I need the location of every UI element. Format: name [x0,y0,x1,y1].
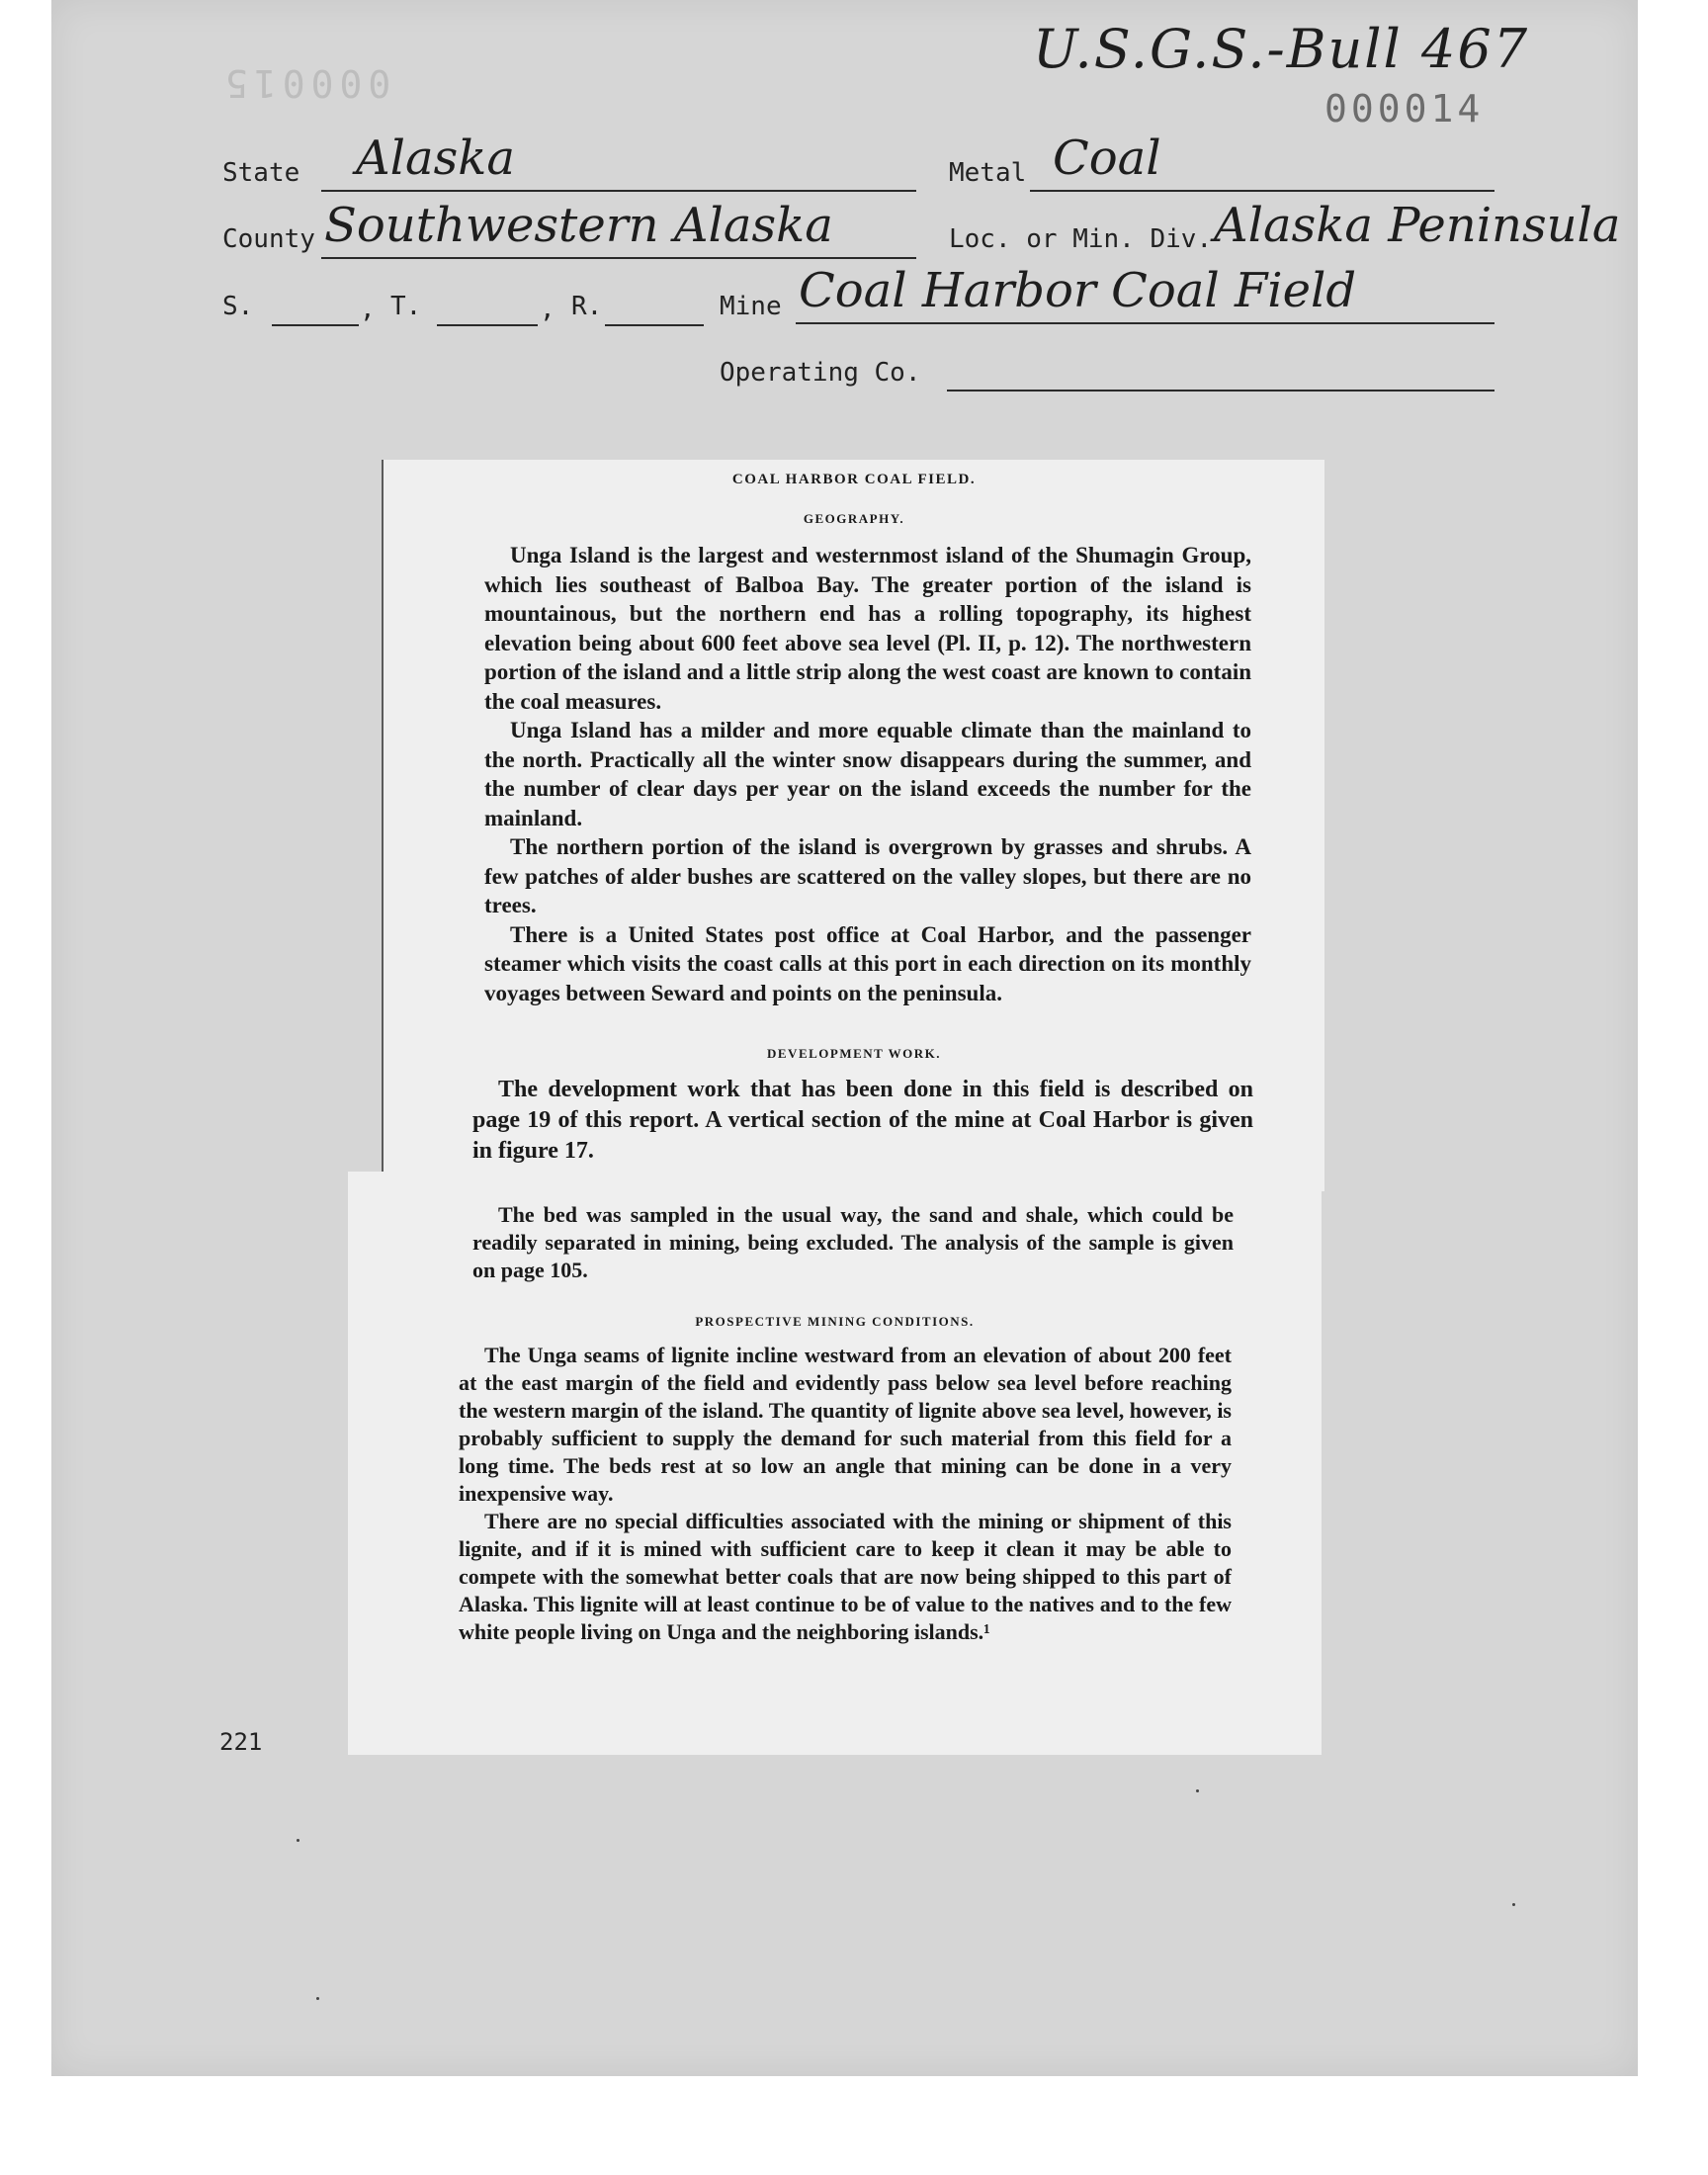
scan-speck [1512,1903,1515,1906]
state-value: Alaska [356,130,515,186]
metal-value: Coal [1053,130,1161,186]
clipping-title: COAL HARBOR COAL FIELD. [731,472,977,487]
prospective-heading: PROSPECTIVE MINING CONDITIONS. [695,1314,975,1329]
metal-label: Metal [949,158,1027,188]
mine-value: Coal Harbor Coal Field [799,263,1357,318]
development-text [472,1075,1253,1167]
county-label: County [222,224,315,254]
geography-paragraph-3: The northern portion of the island is overgrown by grasses and shrubs. A few patches of alder bushes are scattered on the valley slopes, but there are no trees. [484,834,1251,917]
scan-speck [316,1997,319,2000]
section-line [272,324,359,326]
township-line [437,324,538,326]
loc-value: Alaska Peninsula [1214,198,1621,253]
mine-line [796,322,1494,324]
section-label: S. [222,292,254,321]
loc-label: Loc. or Min. Div. [949,224,1213,254]
page-number: 221 [219,1728,263,1756]
sample-paragraph: The bed was sampled in the usual way, the sand and shale, which could be readily separated in mining, being excluded. The analysis of the sample is given on page 105. [472,1202,1234,1282]
stamp-number: 000014 [1324,87,1485,130]
geography-heading: GEOGRAPHY. [803,511,905,526]
state-line [321,190,916,192]
geography-paragraph-4: There is a United States post office at Coal Harbor, and the passenger steamer which visits the coast calls at this port in each direction on its monthly voyages between Seward and points on the peninsula. [484,921,1251,1005]
county-line [321,257,916,259]
range-line [605,324,704,326]
geography-paragraph-1: Unga Island is the largest and westernmost island of the Shumagin Group, which lies southeast of Balboa Bay. The greater portion of the island is mountainous, but the northern end has a rolling topography, its highest elevation being about 600 feet above sea level (Pl. II, p. 12). The northwestern portion of the island and a little strip along the west coast are known to contain the coal measures. [484,543,1251,714]
comma-1: , [360,295,376,324]
operating-co-line [947,390,1494,392]
prospective-paragraph-2: There are no special difficulties associated with the mining or shipment of this lignite, and if it is mined with sufficient care to keep it clean it may be able to compete with the somewhat better coals that are now being shipped to this part of Alaska. This lignite will at least continue to be of value to the natives and to the few white people living on Unga and the neighboring islands.¹ [459,1509,1232,1644]
sample-text [472,1201,1234,1284]
development-heading: DEVELOPMENT WORK. [767,1046,941,1061]
state-label: State [222,158,300,188]
geography-text [484,541,1251,1007]
scan-speck [297,1839,299,1842]
mine-label: Mine [720,292,782,321]
development-paragraph: The development work that has been done in this field is described on page 19 of this report. A vertical section of the mine at Coal Harbor is given in figure 17. [472,1077,1253,1164]
ghost-stamp-number: 000015 [219,61,391,105]
usgs-bulletin-note: U.S.G.S.-Bull 467 [1033,18,1530,80]
clipping-prospective [348,1172,1322,1755]
county-value: Southwestern Alaska [324,198,833,253]
prospective-paragraph-1: The Unga seams of lignite incline westward from an elevation of about 200 feet at the east margin of the field and evidently pass below sea level before reaching the western margin of the island. The quantity of lignite above sea level, however, is probably sufficient to supply the demand for such material from this field for a long time. The beds rest at so low an angle that mining can be done in a very inexpensive way. [459,1343,1232,1506]
comma-2: , [540,295,555,324]
township-label: T. [390,292,422,321]
scan-speck [1196,1789,1199,1792]
geography-paragraph-2: Unga Island has a milder and more equable climate than the mainland to the north. Practically all the winter snow disappears during the summer, and the number of clear days per year on the island exceeds the number for the mainland. [484,718,1251,830]
clipping-geography [384,460,1324,1191]
operating-co-label: Operating Co. [720,358,921,388]
range-label: R. [571,292,603,321]
metal-line [1030,190,1494,192]
prospective-text [459,1342,1232,1646]
